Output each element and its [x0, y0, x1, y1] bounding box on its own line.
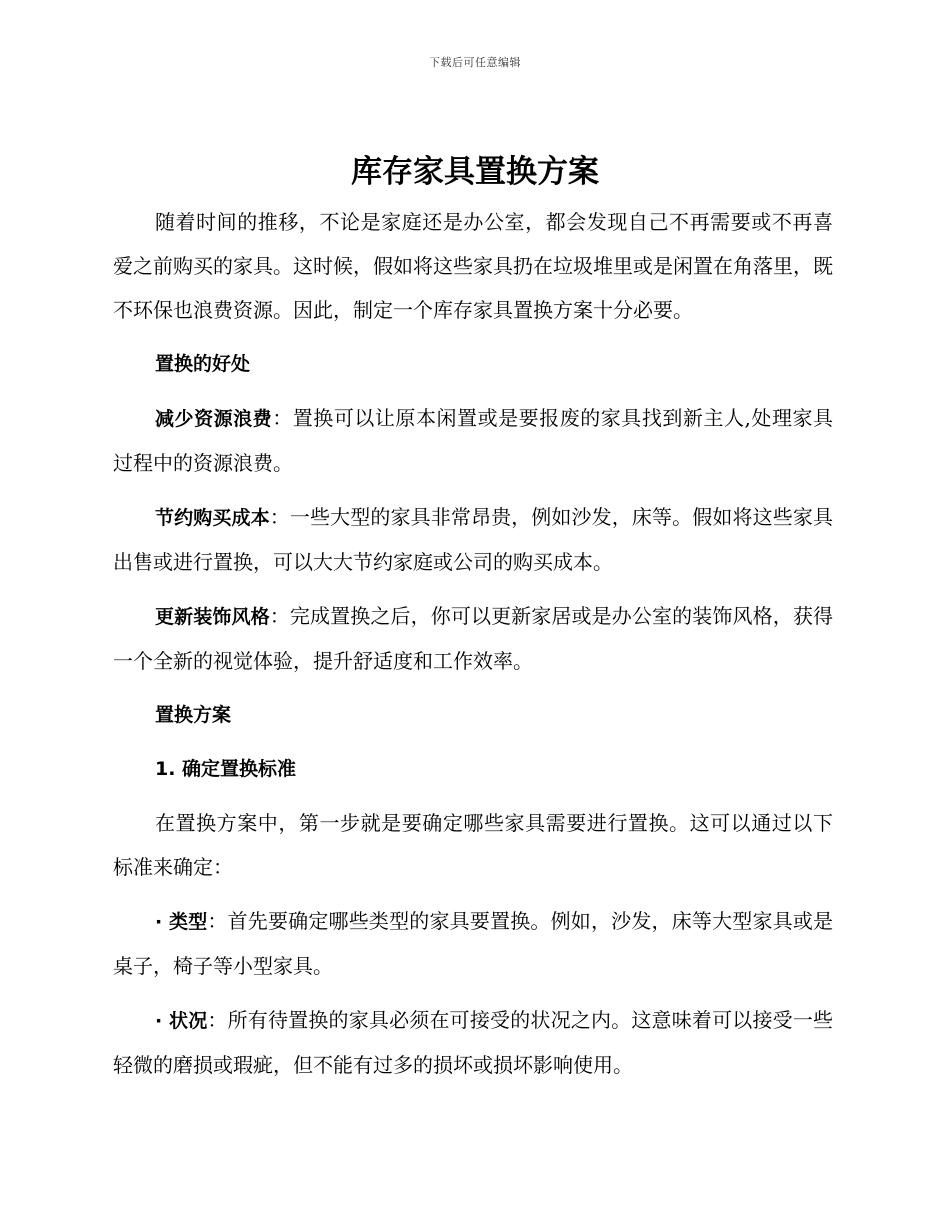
document-title: 库存家具置换方案 [351, 154, 599, 190]
benefit-term: 更新装饰风格 [155, 606, 270, 628]
page-header-note: 下载后可任意编辑 [429, 56, 521, 69]
standard-term: · 类型 [155, 911, 208, 933]
benefit-text: 置换可以让原本闲置或是要报废的家具找到新主人,处理家具过程中的资源浪费。 [113, 406, 834, 475]
benefit-term: 减少资源浪费 [155, 408, 273, 430]
intro-paragraph: 随着时间的推移，不论是家庭还是办公室，都会发现自己不再需要或不再喜爱之前购买的家具。这时候，假如将这些家具扔在垃圾堆里或是闲置在角落里，既不环保也浪费资源。因此，制定一个库存家具置换方案十分必要。 [113, 210, 833, 322]
term-separator: ： [269, 505, 290, 529]
term-separator: ： [207, 1008, 228, 1032]
section-heading-plan: 置换方案 [155, 704, 232, 726]
benefit-term: 节约购买成本 [155, 507, 270, 529]
benefit-text: 完成置换之后，你可以更新家居或是办公室的装饰风格，获得一个全新的视觉体验，提升舒适度和工作效率。 [113, 604, 833, 673]
benefit-paragraph [113, 495, 833, 584]
benefit-text: 一些大型的家具非常昂贵，例如沙发，床等。假如将这些家具出售或进行置换，可以大大节约家庭或公司的购买成本。 [113, 505, 833, 574]
term-separator: ： [272, 406, 293, 430]
standards-intro-paragraph: 在置换方案中，第一步就是要确定哪些家具需要进行置换。这可以通过以下标准来确定： [113, 811, 833, 879]
term-separator: ： [269, 604, 290, 628]
standard-term: · 状况 [155, 1010, 208, 1032]
benefit-paragraph [113, 594, 833, 683]
subsection-heading-standards: 1. 确定置换标准 [155, 758, 297, 780]
standard-paragraph [113, 998, 833, 1087]
benefit-paragraph [113, 396, 833, 485]
standard-paragraph [113, 899, 833, 988]
term-separator: ： [207, 909, 228, 933]
section-heading-benefits: 置换的好处 [155, 353, 251, 375]
standard-text: 所有待置换的家具必须在可接受的状况之内。这意味着可以接受一些轻微的磨损或瑕疵，但不能有过多的损坏或损坏影响使用。 [113, 1008, 834, 1077]
document-body [113, 200, 833, 1097]
standard-text: 首先要确定哪些类型的家具要置换。例如，沙发，床等大型家具或是桌子，椅子等小型家具。 [113, 909, 834, 978]
